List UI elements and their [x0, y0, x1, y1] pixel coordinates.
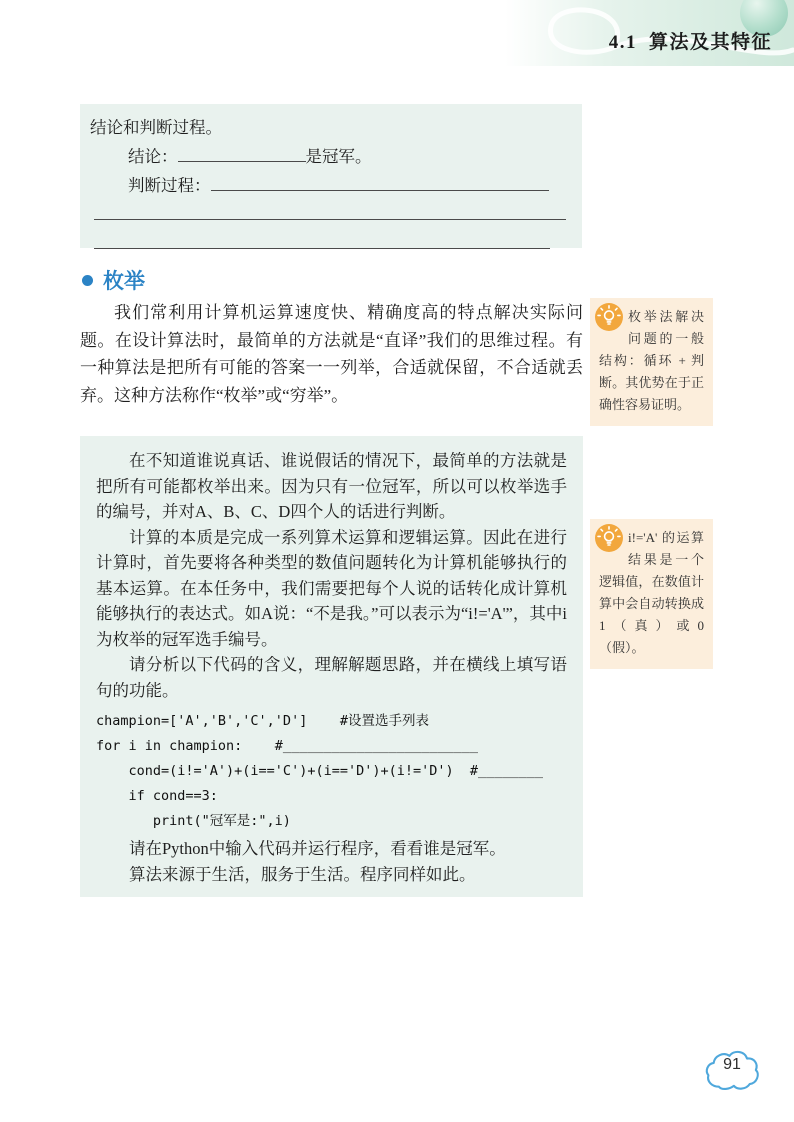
task-closing-paragraph: 请在Python中输入代码并运行程序，看看谁是冠军。	[129, 839, 506, 858]
page-number-cloud	[704, 1047, 764, 1095]
task-paragraph: 计算的本质是完成一系列算术运算和逻辑运算。因此在进行计算时，首先要将各种类型的数值问题转化为计算机能够执行的基本运算。在本任务中，我们需要把每个人说的话转化成计算机能够执行的表达式。如A说：“不是我。”可以表示为“i!='A'”，其中i为枚举的冠军选手编号。	[96, 527, 567, 649]
lightbulb-icon	[595, 303, 623, 331]
process-label: 判断过程：	[128, 176, 211, 195]
python-code-block	[96, 709, 567, 834]
page-number: 91	[723, 1056, 741, 1073]
side-note-logical-value	[590, 519, 713, 669]
code-line: champion=['A','B','C','D'] #设置选手列表	[96, 713, 429, 729]
blank-line	[94, 231, 550, 249]
header-band	[505, 0, 794, 66]
conclusion-box-intro: 结论和判断过程。	[90, 118, 222, 137]
conclusion-suffix: 是冠军。	[305, 147, 372, 166]
bullet-icon	[82, 275, 93, 286]
code-line: for i in champion: #________________________	[96, 738, 479, 754]
task-paragraph: 请分析以下代码的含义，理解解题思路，并在横线上填写语句的功能。	[96, 655, 567, 700]
side-note-enumeration-structure	[590, 298, 713, 426]
section-title: 算法及其特征	[648, 32, 772, 53]
section-heading-label: 枚举	[103, 270, 145, 293]
conclusion-fill-in-box	[80, 104, 582, 248]
code-line: if cond==3:	[96, 788, 218, 804]
lightbulb-icon	[595, 524, 623, 552]
conclusion-blank-line	[178, 144, 306, 162]
section-number: 4.1	[608, 32, 637, 53]
task-paragraph: 在不知道谁说真话、谁说假话的情况下，最简单的方法就是把所有可能都枚举出来。因为只有一位冠军，所以可以枚举选手的编号，并对A、B、C、D四个人的话进行判断。	[96, 451, 567, 521]
blank-line	[94, 202, 566, 220]
section-heading-enumeration	[82, 265, 145, 295]
conclusion-label: 结论：	[128, 147, 178, 166]
task-box	[80, 436, 583, 897]
side-note-text: i!='A' 的运算结果是一个逻辑值，在数值计算中会自动转换成1（真）或0（假）。	[599, 530, 704, 655]
code-line: print("冠军是:",i)	[96, 813, 291, 829]
intro-paragraph: 我们常利用计算机运算速度快、精确度高的特点解决实际问题。在设计算法时，最简单的方法就是“直译”我们的思维过程。有一种算法是把所有可能的答案一一列举，合适就保留，不合适就丢弃。这种方法称作“枚举”或“穷举”。	[80, 303, 583, 405]
code-line: cond=(i!='A')+(i=='C')+(i=='D')+(i!='D') #________	[96, 763, 544, 779]
section-header	[609, 27, 772, 54]
process-blank-line	[211, 173, 549, 191]
task-closing-paragraph: 算法来源于生活，服务于生活。程序同样如此。	[129, 864, 476, 884]
side-note-text: 枚举法解决问题的一般结构：循环 + 判断。其优势在于正确性容易证明。	[599, 309, 704, 412]
